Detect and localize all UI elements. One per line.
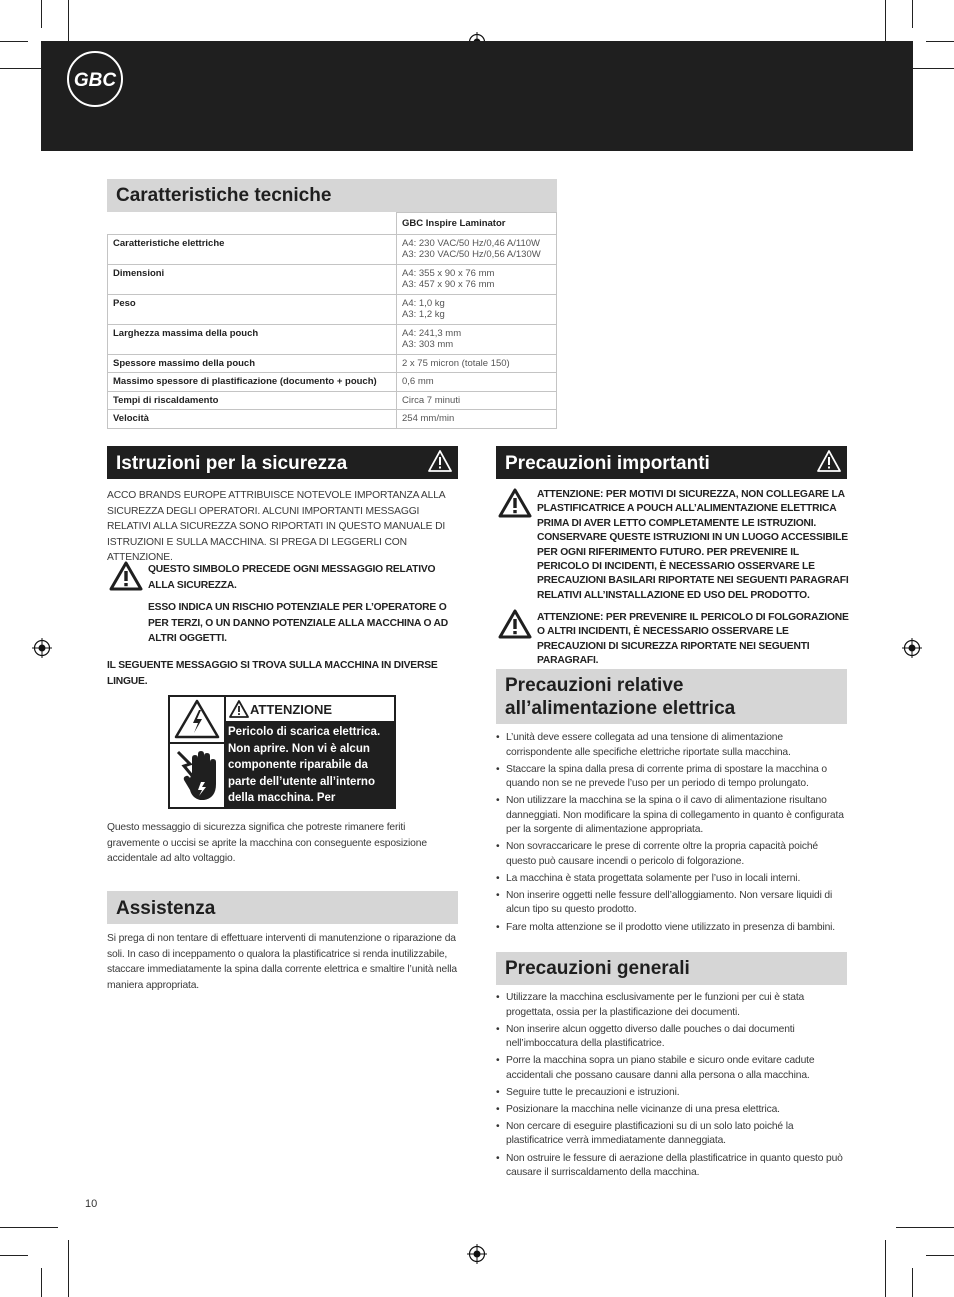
list-item: • Porre la macchina sopra un piano stabile e sicuro onde evitare cadute accidentali che possano causare danni alla persona o alla macchina. xyxy=(496,1054,848,1083)
spec-label: Massimo spessore di plastificazione (documento + pouch) xyxy=(108,373,397,392)
crop-mark xyxy=(926,1255,954,1256)
general-title-bar xyxy=(496,952,847,985)
table-header-row xyxy=(108,213,557,235)
warning-icon xyxy=(109,561,143,591)
table-row xyxy=(108,294,557,324)
spec-label: Larghezza massima della pouch xyxy=(108,324,397,354)
registration-mark-icon xyxy=(467,1244,487,1264)
spec-label: Peso xyxy=(108,294,397,324)
spec-value: A4: 230 VAC/50 Hz/0,46 A/110W A3: 230 VAC/50 Hz/0,56 A/130W xyxy=(397,234,557,264)
crop-mark xyxy=(896,1227,954,1228)
safety-meaning: Questo messaggio di sicurezza significa che potreste rimanere feriti gravemente o uccisi se aprite la macchina con conseguente esposizione accidentale ad alto voltaggio. xyxy=(107,822,427,864)
crop-mark xyxy=(41,1268,42,1297)
crop-mark xyxy=(0,1255,28,1256)
warning-icon xyxy=(817,450,841,472)
table-row xyxy=(108,264,557,294)
list-item: • Non utilizzare la macchina se la spina o il cavo di alimentazione risultano danneggiati. Non modificare la spina di collegamento in quanto è configurata per la sorgente di alimentazione appropriata. xyxy=(496,794,848,838)
machine-message: IL SEGUENTE MESSAGGIO SI TROVA SULLA MACCHINA IN DIVERSE LINGUE. xyxy=(107,660,438,687)
spec-value: A4: 1,0 kg A3: 1,2 kg xyxy=(397,294,557,324)
header-band xyxy=(41,41,913,151)
precautions-title-bar xyxy=(496,446,847,479)
risk-text: ESSO INDICA UN RISCHIO POTENZIALE PER L’OPERATORE O PER TERZI, O UN DANNO POTENZIALE ALLA MACCHINA O AD ALTRI OGGETTI. xyxy=(148,602,449,644)
list-item: • Seguire tutte le precauzioni e istruzioni. xyxy=(496,1086,848,1101)
safety-title-bar xyxy=(107,446,458,479)
table-row xyxy=(108,373,557,392)
table-row xyxy=(108,410,557,429)
spec-value: A4: 241,3 mm A3: 303 mm xyxy=(397,324,557,354)
warning-icon xyxy=(229,700,249,718)
specs-table xyxy=(107,212,557,429)
table-row xyxy=(108,354,557,373)
warning-label xyxy=(168,695,396,809)
spec-value: Circa 7 minuti xyxy=(397,391,557,410)
list-item: • Non cercare di eseguire plastificazioni su di un solo lato poiché la plastificatrice verrà immediatamente danneggiata. xyxy=(496,1120,848,1149)
page-number: 10 xyxy=(85,1198,98,1210)
list-item: • Non inserire alcun oggetto diverso dalle pouches o dai documenti nell’imboccatura della plastificatrice. xyxy=(496,1023,848,1052)
power-title: Precauzioni relative all’alimentazione elettrica xyxy=(505,675,736,719)
spec-label: Tempi di riscaldamento xyxy=(108,391,397,410)
safety-intro: ACCO BRANDS EUROPE ATTRIBUISCE NOTEVOLE IMPORTANZA ALLA SICUREZZA DEGLI OPERATORI. ALCUNI IMPORTANTI MESSAGGI RELATIVI ALLA SICUREZZA SONO RIPORTATI IN QUESTO MANUALE DI ISTRUZIONI E SULLA MACCHINA. SI PREGA DI LEGGERLI CON ATTENZIONE. xyxy=(107,490,446,563)
warning-icon xyxy=(428,450,452,472)
specs-title: Caratteristiche tecniche xyxy=(116,185,332,206)
precautions-title: Precauzioni importanti xyxy=(505,453,710,474)
registration-mark-icon xyxy=(32,638,52,658)
product-header: GBC Inspire Laminator xyxy=(397,213,557,235)
crop-mark xyxy=(885,1240,886,1297)
spec-label: Spessore massimo della pouch xyxy=(108,354,397,373)
electric-shock-icon xyxy=(170,697,224,742)
logo-text: GBC xyxy=(73,70,117,91)
label-title: ATTENZIONE xyxy=(250,702,333,717)
spec-label: Velocità xyxy=(108,410,397,429)
general-list xyxy=(496,991,848,1183)
spec-label: Dimensioni xyxy=(108,264,397,294)
specs-title-bar xyxy=(107,179,557,212)
precaution-warning: ATTENZIONE: PER PREVENIRE IL PERICOLO DI FOLGORAZIONE O ALTRI INCIDENTI, È NECESSARIO OSSERVARE LE PRECAUZIONI DI SICUREZZA RIPORTATE NEI SEGUENTI PARAGRAFI. xyxy=(537,612,849,667)
assistance-text: Si prega di non tentare di effettuare interventi di manutenzione o riparazione da soli. In caso di inceppamento o qualora la plastificatrice si renda inutilizzabile, staccare immediatamente la spina dalla corrente elettrica e smaltire l’unità nella maniera appropriata. xyxy=(107,933,457,991)
crop-mark xyxy=(0,41,28,42)
gbc-logo-icon xyxy=(66,50,124,108)
power-title-bar xyxy=(496,669,847,724)
label-header xyxy=(226,697,396,721)
table-row xyxy=(108,391,557,410)
warning-icon xyxy=(498,609,532,639)
crop-mark xyxy=(912,1268,913,1297)
list-item: • La macchina è stata progettata solamente per l’uso in locali interni. xyxy=(496,872,848,887)
crop-mark xyxy=(926,41,954,42)
list-item: • Posizionare la macchina nelle vicinanze di una presa elettrica. xyxy=(496,1103,848,1118)
list-item: • Fare molta attenzione se il prodotto viene utilizzato in presenza di bambini. xyxy=(496,921,848,936)
table-row xyxy=(108,324,557,354)
list-item: • L’unità deve essere collegata ad una tensione di alimentazione corrispondente alle specifiche elettriche riportate sulla macchina. xyxy=(496,731,848,760)
spec-value: 254 mm/min xyxy=(397,410,557,429)
warning-icon xyxy=(498,488,532,518)
list-item: • Staccare la spina dalla presa di corrente prima di spostare la macchina o quando non se ne prevede l’uso per un periodo di tempo prolungato. xyxy=(496,763,848,792)
precaution-warning: ATTENZIONE: PER MOTIVI DI SICUREZZA, NON COLLEGARE LA PLASTIFICATRICE A POUCH ALL’ALIMENTAZIONE ELETTRICA PRIMA DI AVER LETTO COMPLETAMENTE LE ISTRUZIONI. CONSERVARE QUESTE ISTRUZIONI IN UN LUOGO ACCESSIBILE PER OGNI RIFERIMENTO FUTURO. PER PREVENIRE IL PERICOLO DI INCIDENTI, È NECESSARIO OSSERVARE LE PRECAUZIONI BASILARI RIPORTATE NEI SEGUENTI PARAGRAFI RELATIVI ALL’INSTALLAZIONE ED USO DEL PRODOTTO. xyxy=(537,489,849,601)
list-item: • Non inserire oggetti nelle fessure dell’alloggiamento. Non versare liquidi di alcun tipo su questo prodotto. xyxy=(496,889,848,918)
assistance-title: Assistenza xyxy=(116,898,216,919)
list-item: • Non ostruire le fessure di aerazione della plastificatrice in quanto questo può causare il surriscaldamento della macchina. xyxy=(496,1152,848,1181)
assistance-title-bar xyxy=(107,891,458,924)
spec-value: 2 x 75 micron (totale 150) xyxy=(397,354,557,373)
crop-mark xyxy=(0,1227,58,1228)
list-item: • Utilizzare la macchina esclusivamente per le funzioni per cui è stata progettata, ossia per la plastificazione dei documenti. xyxy=(496,991,848,1020)
registration-mark-icon xyxy=(902,638,922,658)
symbol-text: QUESTO SIMBOLO PRECEDE OGNI MESSAGGIO RELATIVO ALLA SICUREZZA. xyxy=(148,564,436,591)
crop-mark xyxy=(41,0,42,28)
table-row xyxy=(108,234,557,264)
spec-value: 0,6 mm xyxy=(397,373,557,392)
crop-mark xyxy=(68,1240,69,1297)
hand-shock-icon xyxy=(170,744,224,807)
power-list xyxy=(496,731,848,938)
spec-value: A4: 355 x 90 x 76 mm A3: 457 x 90 x 76 mm xyxy=(397,264,557,294)
label-text: Pericolo di scarica elettrica. Non aprire. Non vi è alcun componente riparabile da parte dell’utente all’interno della macchina. Per xyxy=(226,721,396,809)
spec-label: Caratteristiche elettriche xyxy=(108,234,397,264)
crop-mark xyxy=(912,0,913,28)
list-item: • Non sovraccaricare le prese di corrente oltre la propria capacità poiché questo può causare incendi o pericolo di folgorazione. xyxy=(496,840,848,869)
safety-title: Istruzioni per la sicurezza xyxy=(116,453,348,474)
general-title: Precauzioni generali xyxy=(505,958,690,979)
